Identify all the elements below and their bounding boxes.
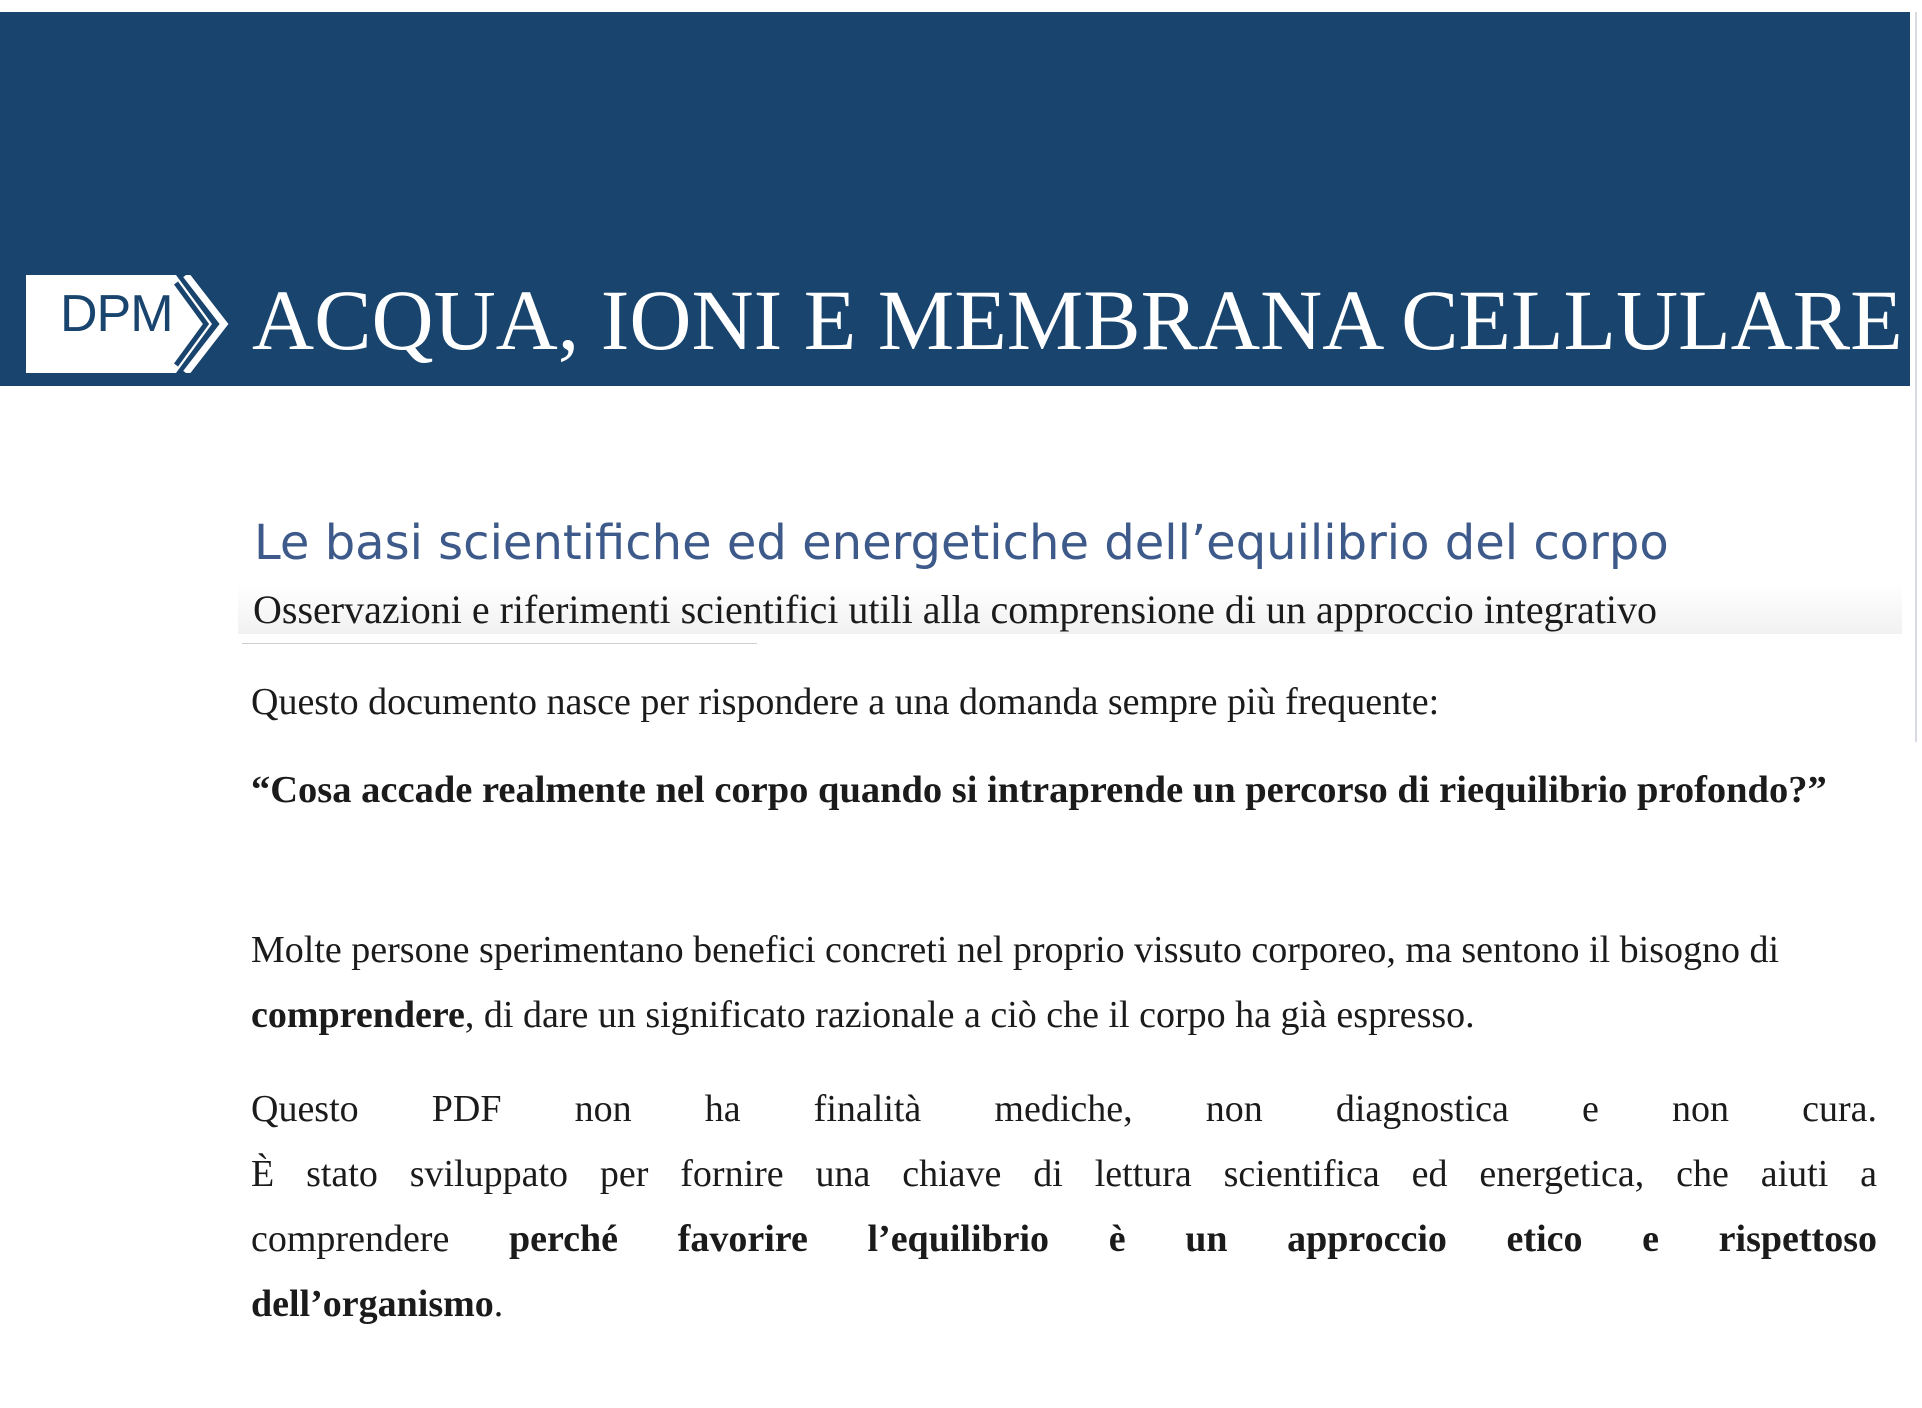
disclaimer-period: .	[493, 1283, 504, 1325]
document-title: ACQUA, IONI E MEMBRANA CELLULARE	[252, 272, 1903, 368]
disclaimer-emphasis: perché favorire l’equilibrio è un approccio etico e rispettoso	[509, 1218, 1877, 1260]
intro-paragraph: Questo documento nasce per rispondere a una domanda sempre più frequente:	[251, 681, 1440, 723]
question-paragraph: “Cosa accade realmente nel corpo quando si intraprende un percorso di riequilibrio profondo?”	[251, 769, 1827, 811]
disclaimer-text-a: comprendere	[251, 1218, 509, 1260]
context-paragraph	[251, 918, 1877, 1048]
disclaimer-emphasis-end: dell’organismo	[251, 1283, 494, 1325]
disclaimer-line-4	[251, 1272, 1877, 1337]
document-subtitle: Le basi scientifiche ed energetiche dell’equilibrio del corpo	[254, 515, 1669, 571]
header-banner	[0, 12, 1910, 386]
disclaimer-paragraph	[251, 1077, 1877, 1337]
document-subline: Osservazioni e riferimenti scientifici utili alla comprensione di un approccio integrativo	[253, 587, 1657, 632]
context-emphasis: comprendere	[251, 994, 465, 1036]
divider-rule	[242, 643, 757, 644]
top-margin	[0, 0, 1922, 12]
logo-text: DPM	[60, 285, 173, 343]
disclaimer-line-2: È stato sviluppato per fornire una chiave di lettura scientifica ed energetica, che aiuti a	[251, 1153, 1877, 1195]
page-edge	[1915, 12, 1917, 742]
context-text-c: , di dare un significato razionale a ciò che il corpo ha già espresso.	[464, 994, 1475, 1036]
disclaimer-line-1: Questo PDF non ha finalità mediche, non diagnostica e non cura.	[251, 1088, 1877, 1130]
disclaimer-line-3	[251, 1207, 1877, 1272]
context-text-a: Molte persone sperimentano benefici concreti nel proprio vissuto corporeo, ma sentono il bisogno di	[251, 929, 1780, 971]
